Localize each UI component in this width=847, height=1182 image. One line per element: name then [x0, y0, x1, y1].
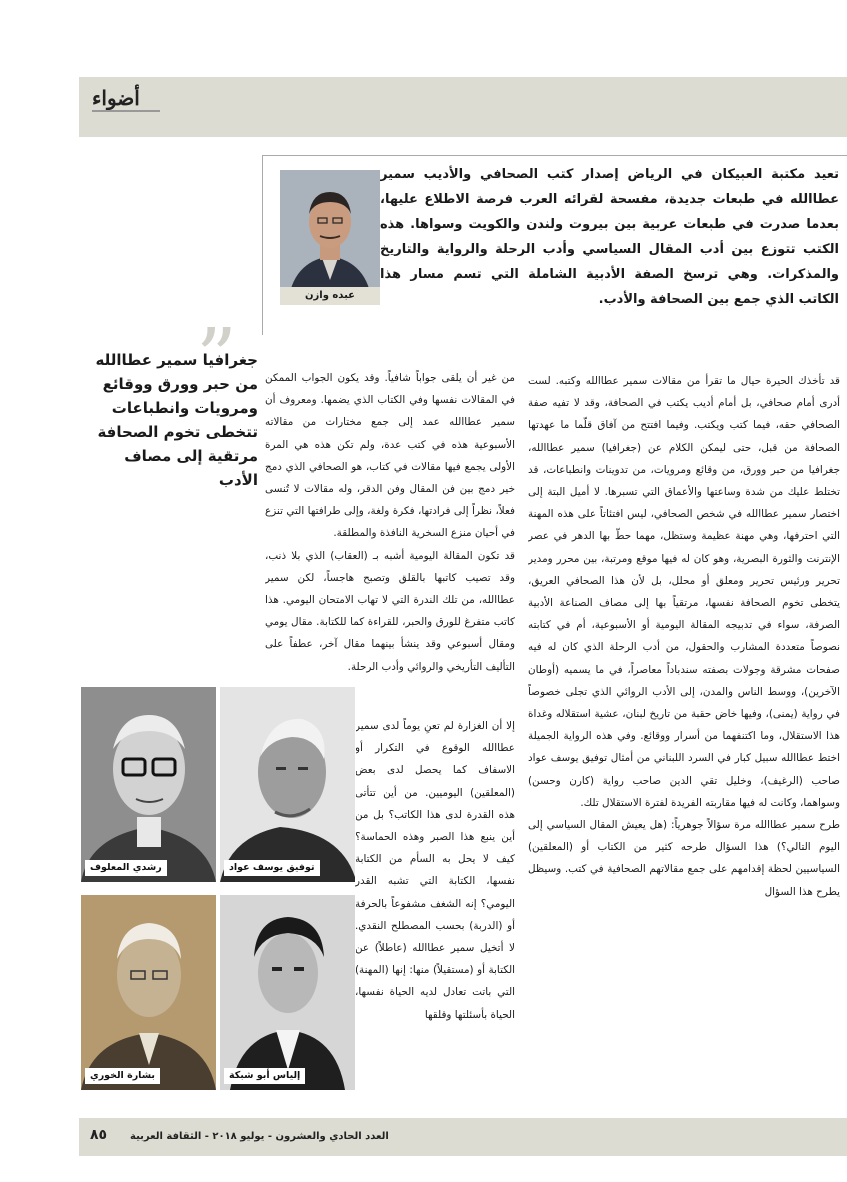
photo-caption: إلياس أبو شبكة: [224, 1068, 305, 1084]
section-title-underline: [92, 110, 160, 112]
paragraph: قد تكون المقالة اليومية أشبه بـ (العقاب) الذي بلا ذنب، وقد تصيب كاتبها بالقلق وتصبح هاجساً، لكن سمير عطاالله، من تلك الندرة التي لا تهاب الامتحان اليومي. هذا كاتب متفرغ للورق والحبر، للقراءة كما للكتابة. مقال يومي ومقال أسبوعي وقد ينشأ بينهما مقال آخر، عطفاً على التأليف التأريخي والروائي وأدب الرحلة.: [265, 549, 515, 673]
paragraph: طرح سمير عطاالله مرة سؤالاً جوهرياً: (هل يعيش المقال السياسي إلى اليوم التالي؟) هذا السؤال طرحه كثير من الكتاب أو (المعلقين) السياسيين لحظة إقدامهم على جمع مقالاتهم الصحافية في كتب. وسيظل يطرح هذا السؤال: [528, 819, 840, 898]
article-column-right: [528, 370, 840, 1115]
page-number: ٨٥: [90, 1127, 108, 1143]
section-header-band: [79, 77, 847, 137]
portrait-elderly-man-icon: [81, 895, 216, 1090]
intro-block: [268, 162, 839, 312]
section-title: أضواء: [92, 86, 140, 110]
photo-caption: رشدي المعلوف: [85, 860, 167, 876]
intro-side-rule: [262, 155, 263, 335]
quote-mark-icon: ”: [196, 311, 237, 404]
issue-info: العدد الحادي والعشرون - يوليو ٢٠١٨ - الثقافة العربية: [130, 1131, 389, 1142]
author-portrait-icon: [280, 170, 380, 304]
portrait-man-glasses-icon: [81, 687, 216, 882]
author-photo: [280, 170, 380, 304]
intro-text: تعيد مكتبة العبيكان في الرياض إصدار كتب الصحافي والأديب سمير عطاالله في طبعات جديدة، مفسحة لقرائه العرب فرصة الاطلاع عليها، بعدما صدرت في طبعات عربية بين بيروت ولندن والكويت وسواها. هذه الكتب تتوزع بين أدب المقال السياسي وأدب الرحلة والرواية والتاريخ والمذكرات. وهي ترسخ الصفة الأدبية الشاملة التي تسم مسار هذا الكاتب الذي جمع بين الصحافة والأدب.: [380, 167, 839, 307]
photo-grid: [80, 686, 355, 1093]
article-column-middle-bottom: [355, 715, 515, 1110]
pull-quote: جغرافيا سمير عطاالله من حبر وورق ووقائع ومرويات وانطباعات تتخطى تخوم الصحافة مرتقية إلى مصاف الأدب: [95, 351, 258, 489]
photo-caption: توفيق يوسف عواد: [224, 860, 320, 876]
article-column-middle-top: [265, 367, 515, 705]
photo-elias-abu-shabakeh: [219, 894, 356, 1091]
paragraph: إلا أن الغزارة لم تعنِ يوماً لدى سمير عطاالله الوقوع في التكرار أو الاسفاف كما يحصل لدى بعض (المعلقين) اليوميين. من أين تتأتى هذه القدرة لدى هذا الكاتب؟ بل من أين ينبع هذا الصبر وهذه الحماسة؟ كيف لا يحل به السأم من الكتابة نفسها، الكتابة التي تشبه القدر اليومي؟ إنه الشغف مشفوعاً بالحرفة أو (الدربة) بحسب المصطلح النقدي. لا أتخيل سمير عطاالله (عاطلاً) عن الكتابة أو (مستقيلاً) منها: إنها (المهنة) التي باتت تعادل لديه الحياة نفسها، الحياة بأسئلتها وقلقها: [355, 720, 515, 1021]
footer: [90, 1127, 847, 1151]
photo-caption: بشارة الخوري: [85, 1068, 160, 1084]
photo-bishara-khoury: [80, 894, 217, 1091]
photo-tawfiq-awwad: [219, 686, 356, 883]
paragraph: من غير أن يلقى جواباً شافياً. وقد يكون الجواب الممكن في المقالات نفسها وفي الكتاب الذي يضمها. ومعروف أن سمير عطاالله عمد إلى جمع مختارات من مقالاته الأسبوعية هذه في كتب عدة، ولم تكن هذه هي المرة الأولى يجمع فيها مقالات في كتاب، هو الصحافي الذي دمج خير دمج بين فن المقال وفن الدقر، وله مقالات لا تُنسى فعلاً، نظراً إلى فرادتها، فكرة ولغة، وإلى طرافتها التي تنزع في أحيان منزع السخرية النافذة والمطلقة.: [265, 372, 515, 540]
portrait-young-man-icon: [220, 895, 355, 1090]
photo-rushdi-maalouf: [80, 686, 217, 883]
portrait-old-man-icon: [220, 687, 355, 882]
author-photo-caption: عبده وازن: [280, 287, 380, 305]
intro-top-rule: [262, 155, 847, 156]
paragraph: قد تأخذك الحيرة حيال ما تقرأ من مقالات سمير عطاالله وكتبه. لست أدرى أمام صحافي، بل أمام أديب يكتب في الصحافة، وقد لا تفيه صفة الصحافي حقه، فيما كتب ويكتب. وفيما افتتح من آفاق قلّما ما عهدتها الصحافة من قبل، حتى ليمكن الكلام عن (جغرافيا) سمير عطاالله، جغرافيا من حبر وورق، من وقائع ومرويات، من تدوينات وانطباعات، قد تختلط عليك من شدة وساعتها والأعماق التي تسبرها. لا أميل البتة إلى اختصار سمير عطاالله في شخص الصحافي، ليس افتئاتاً على هذه المهنة التي احترفها، وهي مهنة عظيمة وستظل، مهما حطّ بها الدهر في عصر الإنترنت والثورة البصرية، وهو كان له فيها موقع ومرتبة، بين محرر ومدير تحرير ورئيس تحرير ومعلق أو محلل، بل لأن هذا الصحافي العريق، يتخطى تخوم الصحافة نفسها، مرتقياً بها إلى مصاف الصناعة الأدبية الصرفة، سواء في تدبيجه المقالة اليومية أو الأسبوعية، أم في كتابته نصوصاً متعددة المشارب والحقول، من أدب الرحلة الذي كان له فيه صفحات مشرقة وجولات بصفته سندباداً معاصراً، في ما يسميه (أوطان الآخرين)، ووسط الناس والمدن، إلى الأدب الروائي الذي تجلى خصوصاً في رواية (يمنى)، وفيها خاض حقبة من تاريخ لبنان، عشية استقلاله وغداة هذا الاستقلال، وما اكتنفهما من أسرار ووقائع. وفي هذه الرواية الجميلة اختط عطاالله سبيل كبار في السرد اللبناني من أمثال توفيق يوسف عواد صاحب (الرغيف)، وخليل تقي الدين صاحب رواية (كارن وحسن) وسواهما، وكانت له فيها مقاربته الفريدة لفترة الاستقلال تلك.: [528, 375, 840, 809]
